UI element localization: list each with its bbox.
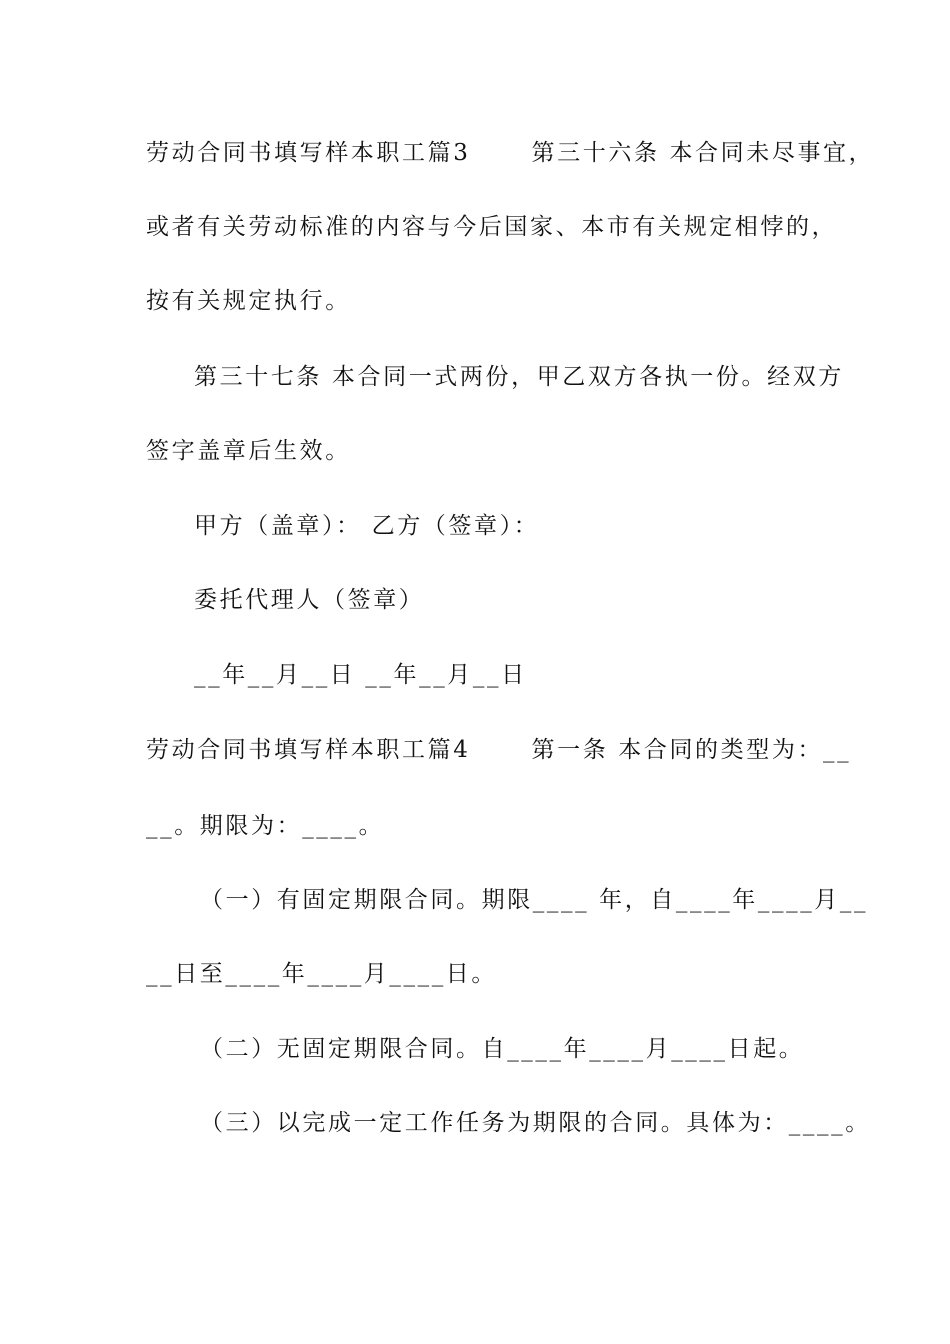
list-item: （二）无固定期限合同。自____年____月____日起。 xyxy=(200,1036,805,1062)
agent-signature-line: 委托代理人（签章） xyxy=(194,587,425,613)
list-item: （一）有固定期限合同。期限____ 年，自____年____月__ xyxy=(200,887,869,913)
signature-parties-line: 甲方（盖章）： 乙方（签章）： xyxy=(194,513,540,539)
list-item: （三）以完成一定工作任务为期限的合同。具体为：____。 xyxy=(200,1110,871,1136)
paragraph-line: 劳动合同书填写样本职工篇4 第一条 本合同的类型为：__ xyxy=(146,737,852,763)
paragraph-line: 劳动合同书填写样本职工篇3 第三十六条 本合同未尽事宜， xyxy=(146,140,875,166)
paragraph-line: 第三十七条 本合同一式两份，甲乙双方各执一份。经双方 xyxy=(194,364,844,390)
paragraph-line: __。期限为：____。 xyxy=(146,813,385,839)
paragraph-line: 签字盖章后生效。 xyxy=(146,438,351,464)
paragraph-line: 按有关规定执行。 xyxy=(146,288,351,314)
date-line: __年__月__日 __年__月__日 xyxy=(194,662,527,688)
paragraph-line: __日至____年____月____日。 xyxy=(146,961,497,987)
paragraph-line: 或者有关劳动标准的内容与今后国家、本市有关规定相悖的， xyxy=(146,214,838,240)
